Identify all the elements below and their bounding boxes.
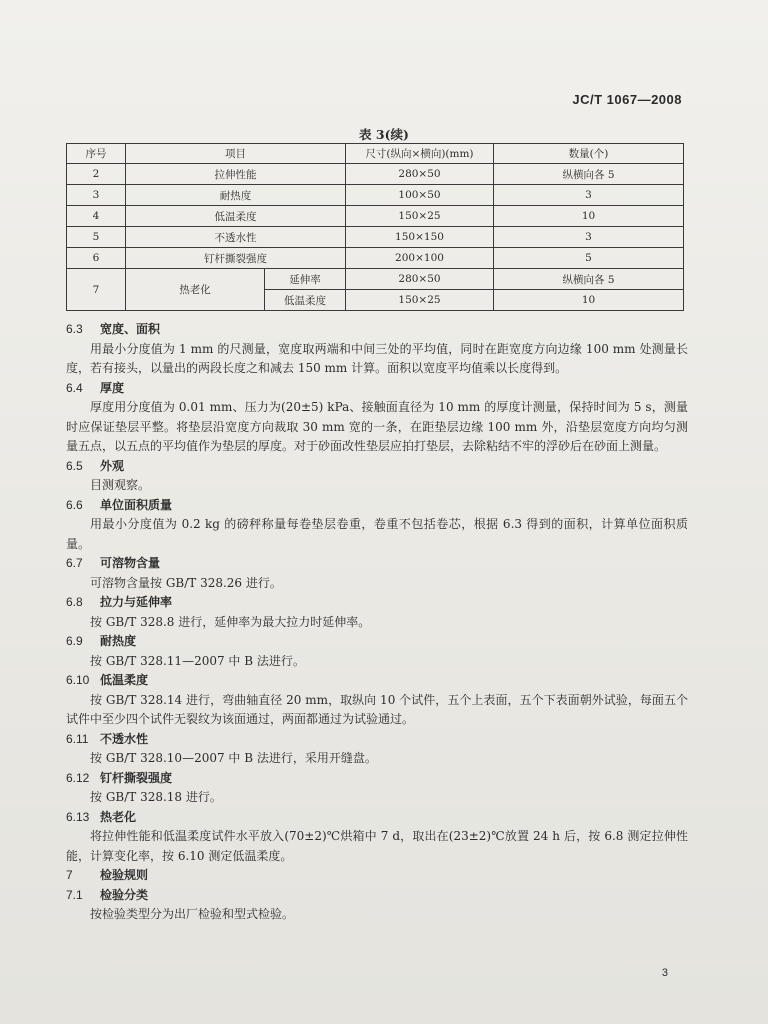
table-header-row — [67, 144, 684, 164]
section-number: 6.4 — [66, 380, 83, 395]
section-heading — [66, 866, 688, 886]
cell-group-label: 热老化 — [126, 269, 265, 311]
section-number: 6.12 — [66, 770, 90, 785]
section-heading — [66, 730, 688, 750]
section-title: 钉杆撕裂强度 — [100, 770, 173, 785]
section-title: 热老化 — [100, 809, 137, 824]
cell-item: 不透水性 — [126, 227, 346, 248]
section-heading — [66, 593, 688, 613]
section-title: 低温柔度 — [100, 673, 149, 687]
cell-subitem: 低温柔度 — [265, 290, 346, 311]
cell-size: 150×150 — [346, 227, 494, 248]
section-number: 6.3 — [66, 322, 83, 336]
section-paragraph: 可溶物含量按 GB/T 328.26 进行。 — [90, 575, 282, 590]
standard-code: JC/T 1067—2008 — [572, 92, 682, 107]
section-paragraph: 按 GB/T 328.14 进行，弯曲轴直径 20 mm，取纵向 10 个试件，五个上表面，五个下表面朝外试验，每面五个试件中至少四个试件无裂纹为该面通过，两面都通过为试验通过。 — [66, 692, 688, 726]
section-paragraph: 用最小分度值为 0.2 kg 的磅秤称量每卷垫层卷重，卷重不包括卷芯，根据 6.3 得到的面积，计算单位面积质量。 — [66, 517, 688, 551]
section-heading — [66, 808, 688, 828]
section-number: 7.1 — [66, 887, 83, 902]
cell-count: 5 — [494, 248, 684, 269]
section-heading — [66, 320, 688, 340]
section-number: 6.9 — [66, 634, 83, 648]
section-paragraph: 用最小分度值为 1 mm 的尺测量，宽度取两端和中间三处的平均值，同时在距宽度方向边缘 100 mm 处测量长度，若有接头，以量出的两段长度之和减去 150 mm 计算。面积以宽度平均值乘以长度得到。 — [66, 341, 688, 375]
cell-no: 7 — [67, 269, 126, 311]
section-heading — [66, 950, 688, 970]
section-heading — [66, 379, 688, 399]
table-title: 表 3(续) — [359, 127, 409, 142]
section-number: 6.8 — [66, 595, 83, 609]
section-heading — [66, 886, 688, 906]
cell-size: 280×50 — [346, 269, 494, 290]
cell-count: 纵横向各 5 — [494, 164, 684, 185]
section-paragraph: 目测观察。 — [90, 478, 151, 492]
section-paragraph: 厚度用分度值为 0.01 mm、压力为(20±5) kPa、接触面直径为 10 mm 的厚度计测量，保持时间为 5 s，测量时应保证垫层平整。将垫层沿宽度方向裁取 30 mm 宽的一条，在距垫层边缘 100 mm 外，沿垫层宽度方向均匀测量五点，以五点的平均值作为垫层的厚度。对于砂面改性垫层应拍打垫层，去除粘结不牢的浮砂后在砂面上测量。 — [66, 400, 688, 453]
specimen-table — [66, 143, 684, 311]
header-no: 序号 — [67, 144, 126, 164]
table-row — [67, 164, 684, 185]
table-row — [67, 227, 684, 248]
section-heading — [66, 671, 688, 691]
section-number: 6.10 — [66, 673, 90, 687]
section-heading — [66, 457, 688, 477]
page-number: 3 — [661, 967, 668, 979]
section-heading — [66, 769, 688, 789]
cell-size: 100×50 — [346, 185, 494, 206]
section-title: 厚度 — [100, 380, 125, 395]
section-paragraph: 按检验类型分为出厂检验和型式检验。 — [90, 907, 295, 921]
section-number: 6.7 — [66, 556, 83, 570]
section-title: 不透水性 — [100, 731, 149, 746]
section-title: 拉力与延伸率 — [100, 595, 173, 609]
table-row — [67, 185, 684, 206]
section-title: 宽度、面积 — [100, 322, 161, 336]
cell-no: 6 — [67, 248, 126, 269]
header-item: 项目 — [126, 144, 346, 164]
cell-item: 钉杆撕裂强度 — [126, 248, 346, 269]
header-count: 数量(个) — [494, 144, 684, 164]
cell-item: 耐热度 — [126, 185, 346, 206]
cell-count: 3 — [494, 185, 684, 206]
chapter-heading — [66, 928, 688, 948]
section-number: 6.13 — [66, 809, 90, 824]
section-number: 7 — [66, 868, 73, 882]
cell-count: 3 — [494, 227, 684, 248]
section-title: 外观 — [100, 458, 125, 473]
cell-no: 4 — [67, 206, 126, 227]
section-heading — [66, 554, 688, 574]
section-number: 6.11 — [66, 731, 89, 746]
section-number: 6.6 — [66, 497, 83, 512]
cell-size: 150×25 — [346, 206, 494, 227]
section-paragraph: 按 GB/T 328.18 进行。 — [90, 790, 222, 804]
section-title: 单位面积质量 — [100, 497, 173, 512]
cell-size: 280×50 — [346, 164, 494, 185]
cell-subitem: 延伸率 — [265, 269, 346, 290]
table-row — [67, 206, 684, 227]
section-paragraph: 按 GB/T 328.11—2007 中 B 法进行。 — [90, 653, 305, 668]
table-row — [67, 248, 684, 269]
cell-count: 纵横向各 5 — [494, 269, 684, 290]
section-heading — [66, 632, 688, 652]
cell-size: 150×25 — [346, 290, 494, 311]
cell-count: 10 — [494, 290, 684, 311]
section-paragraph: 按 GB/T 328.10—2007 中 B 法进行，采用开缝盘。 — [90, 751, 377, 765]
document-body — [66, 320, 688, 970]
header-size: 尺寸(纵向×横向)(mm) — [346, 144, 494, 164]
cell-no: 2 — [67, 164, 126, 185]
section-title: 检验规则 — [100, 868, 149, 882]
table-row — [67, 269, 684, 290]
section-title: 检验分类 — [100, 887, 149, 902]
section-heading — [66, 496, 688, 516]
section-title: 耐热度 — [100, 634, 137, 648]
section-paragraph: 将拉伸性能和低温柔度试件水平放入(70±2)℃烘箱中 7 d，取出在(23±2)℃放置 24 h 后，按 6.8 测定拉伸性能，计算变化率，按 6.10 测定低温柔度。 — [66, 829, 688, 863]
cell-no: 3 — [67, 185, 126, 206]
section-paragraph: 按 GB/T 328.8 进行，延伸率为最大拉力时延伸率。 — [90, 614, 371, 629]
section-number: 6.5 — [66, 458, 83, 473]
cell-item: 低温柔度 — [126, 206, 346, 227]
section-title: 可溶物含量 — [100, 556, 161, 570]
cell-no: 5 — [67, 227, 126, 248]
cell-count: 10 — [494, 206, 684, 227]
cell-size: 200×100 — [346, 248, 494, 269]
cell-item: 拉伸性能 — [126, 164, 346, 185]
